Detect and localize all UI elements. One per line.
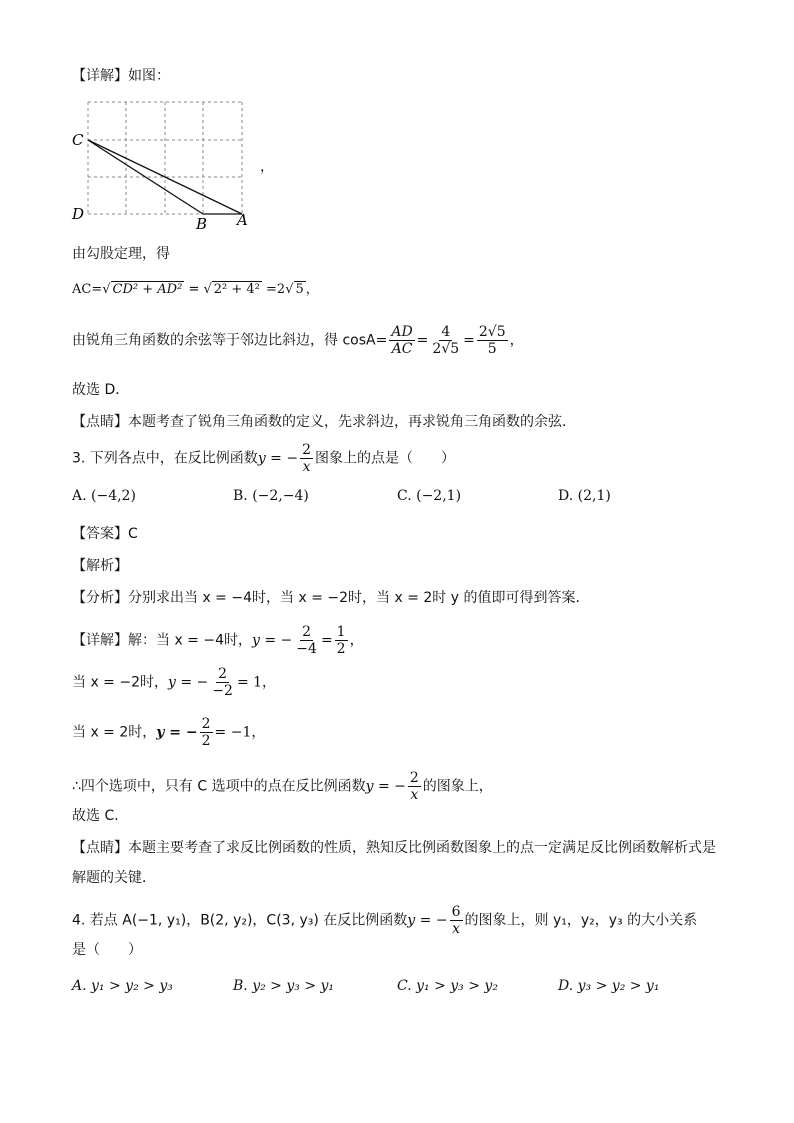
q3-therefore-end: 的图象上，: [422, 778, 493, 795]
comment-1: 【点睛】本题考查了锐角三角函数的定义，先求斜边，再求锐角三角函数的余弦．: [72, 414, 576, 430]
frac-num: AD: [391, 324, 413, 340]
q3-stem: [72, 442, 455, 475]
q3-stem-b: 图象上的点是（ ）: [315, 450, 456, 467]
grid-figure: [70, 96, 260, 232]
frac-num: 4: [441, 324, 451, 340]
q3-fenxi: 【分析】分别求出当 x = −4时，当 x = −2时，当 x = 2时 y 的值即可得到答案．: [72, 590, 590, 606]
q4-option-d[interactable]: D. y₃ > y₂ > y₁: [558, 978, 660, 994]
pythagoras-line: 由勾股定理，得: [72, 246, 170, 262]
q3-d1-eq: =: [320, 632, 333, 649]
q4-stem-b: 的图象上，则 y₁，y₂，y₃ 的大小关系: [464, 912, 698, 929]
q3-d3-eq: = −1，: [214, 724, 266, 741]
frac-den: 2: [201, 733, 211, 749]
cos-end: ，: [509, 332, 524, 349]
q3-d2-text: 当 x = −2时，: [72, 674, 169, 691]
frac-num: 6: [451, 904, 461, 920]
q3-y-eq: y = −: [257, 450, 299, 467]
q4-stem: [72, 904, 697, 937]
ac-end: ，: [305, 282, 319, 297]
frac-num: 2√5: [478, 324, 506, 340]
q3-d1-y: y = −: [252, 632, 293, 649]
frac-den: −4: [296, 641, 317, 657]
q3-detail-3: [72, 716, 265, 749]
q4-option-a[interactable]: A. y₁ > y₂ > y₃: [72, 978, 173, 994]
point-label-b: B: [196, 215, 208, 232]
ac-eq-2: =2: [266, 282, 286, 297]
q3-d2-eq: = 1，: [236, 674, 277, 691]
frac-den: 5: [487, 341, 497, 357]
frac-den: 2: [336, 641, 346, 657]
ac-formula: AC=√ CD² + AD² = √ 2² + 4² =2√ 5 ，: [72, 282, 319, 297]
q3-d3-text: 当 x = 2时，: [72, 724, 157, 741]
q3-detail-1: [72, 624, 364, 657]
frac-den: x: [410, 787, 419, 803]
ac-eq-1: =: [188, 282, 200, 297]
cosine-text: 由锐角三角函数的余弦等于邻边比斜边，得 cosA=: [72, 332, 388, 349]
frac-num: 1: [336, 624, 346, 640]
frac-num: 2: [201, 716, 211, 732]
figure-comma: ，: [260, 159, 274, 175]
q3-stem-a: 3. 下列各点中，在反比例函数: [72, 450, 258, 467]
q4-option-c[interactable]: C. y₁ > y₃ > y₂: [397, 978, 498, 994]
q4-option-b[interactable]: B. y₂ > y₃ > y₁: [233, 978, 335, 994]
q4-stem-c: 是（ ）: [72, 942, 142, 958]
frac-den: AC: [391, 341, 413, 357]
frac-num: 2: [409, 770, 419, 786]
ac-lhs: AC=: [72, 282, 103, 297]
q3-option-b[interactable]: B. (−2,−4): [233, 488, 309, 504]
cos-eq-2: =: [463, 332, 475, 349]
q3-therefore: [72, 770, 493, 803]
q3-comment-2: 解题的关键．: [72, 870, 156, 886]
frac-num: 2: [302, 624, 312, 640]
q3-detail-2: [72, 666, 276, 699]
q4-stem-a: 4. 若点 A(−1, y₁)，B(2, y₂)，C(3, y₃) 在反比例函数: [72, 912, 408, 929]
q4-y-eq: y = −: [407, 912, 448, 929]
cos-eq-1: =: [416, 332, 429, 349]
q3-therefore-y: y = −: [365, 778, 406, 795]
point-label-d: D: [72, 205, 85, 223]
q3-answer: 【答案】C: [72, 526, 138, 542]
q3-d3-y: y = −: [156, 724, 198, 741]
frac-den: x: [452, 921, 460, 937]
frac-num: 2: [302, 442, 312, 458]
q3-option-a[interactable]: A. (−4,2): [72, 488, 136, 504]
q3-comment-1: 【点睛】本题主要考查了求反比例函数的性质，熟知反比例函数图象上的点一定满足反比例函数解析式是: [72, 840, 716, 856]
point-label-c: C: [72, 131, 84, 149]
frac-den: x: [302, 459, 311, 475]
frac-num: 2: [218, 666, 228, 682]
q3-analysis-head: 【解析】: [72, 558, 128, 574]
ac-radicand-3: 5: [295, 282, 304, 297]
frac-den: −2: [212, 683, 233, 699]
ac-radicand-2: 2² + 4²: [213, 282, 260, 297]
ac-radicand-1: CD² + AD²: [112, 282, 183, 297]
q3-therefore-text: ∴四个选项中，只有 C 选项中的点在反比例函数: [72, 778, 366, 795]
q3-choose: 故选 C．: [72, 808, 129, 824]
q3-d2-y: y = −: [168, 674, 209, 691]
q3-d1-text: 【详解】解：当 x = −4时，: [72, 632, 253, 649]
q3-option-c[interactable]: C. (−2,1): [397, 488, 462, 504]
frac-den: 2√5: [432, 341, 460, 357]
point-label-a: A: [237, 211, 248, 229]
choose-d: 故选 D．: [72, 382, 130, 398]
q3-d1-end: ，: [349, 632, 364, 649]
q3-option-d[interactable]: D. (2,1): [558, 488, 611, 504]
cosine-line: [72, 324, 524, 357]
detail-heading: 【详解】如图：: [72, 68, 170, 84]
